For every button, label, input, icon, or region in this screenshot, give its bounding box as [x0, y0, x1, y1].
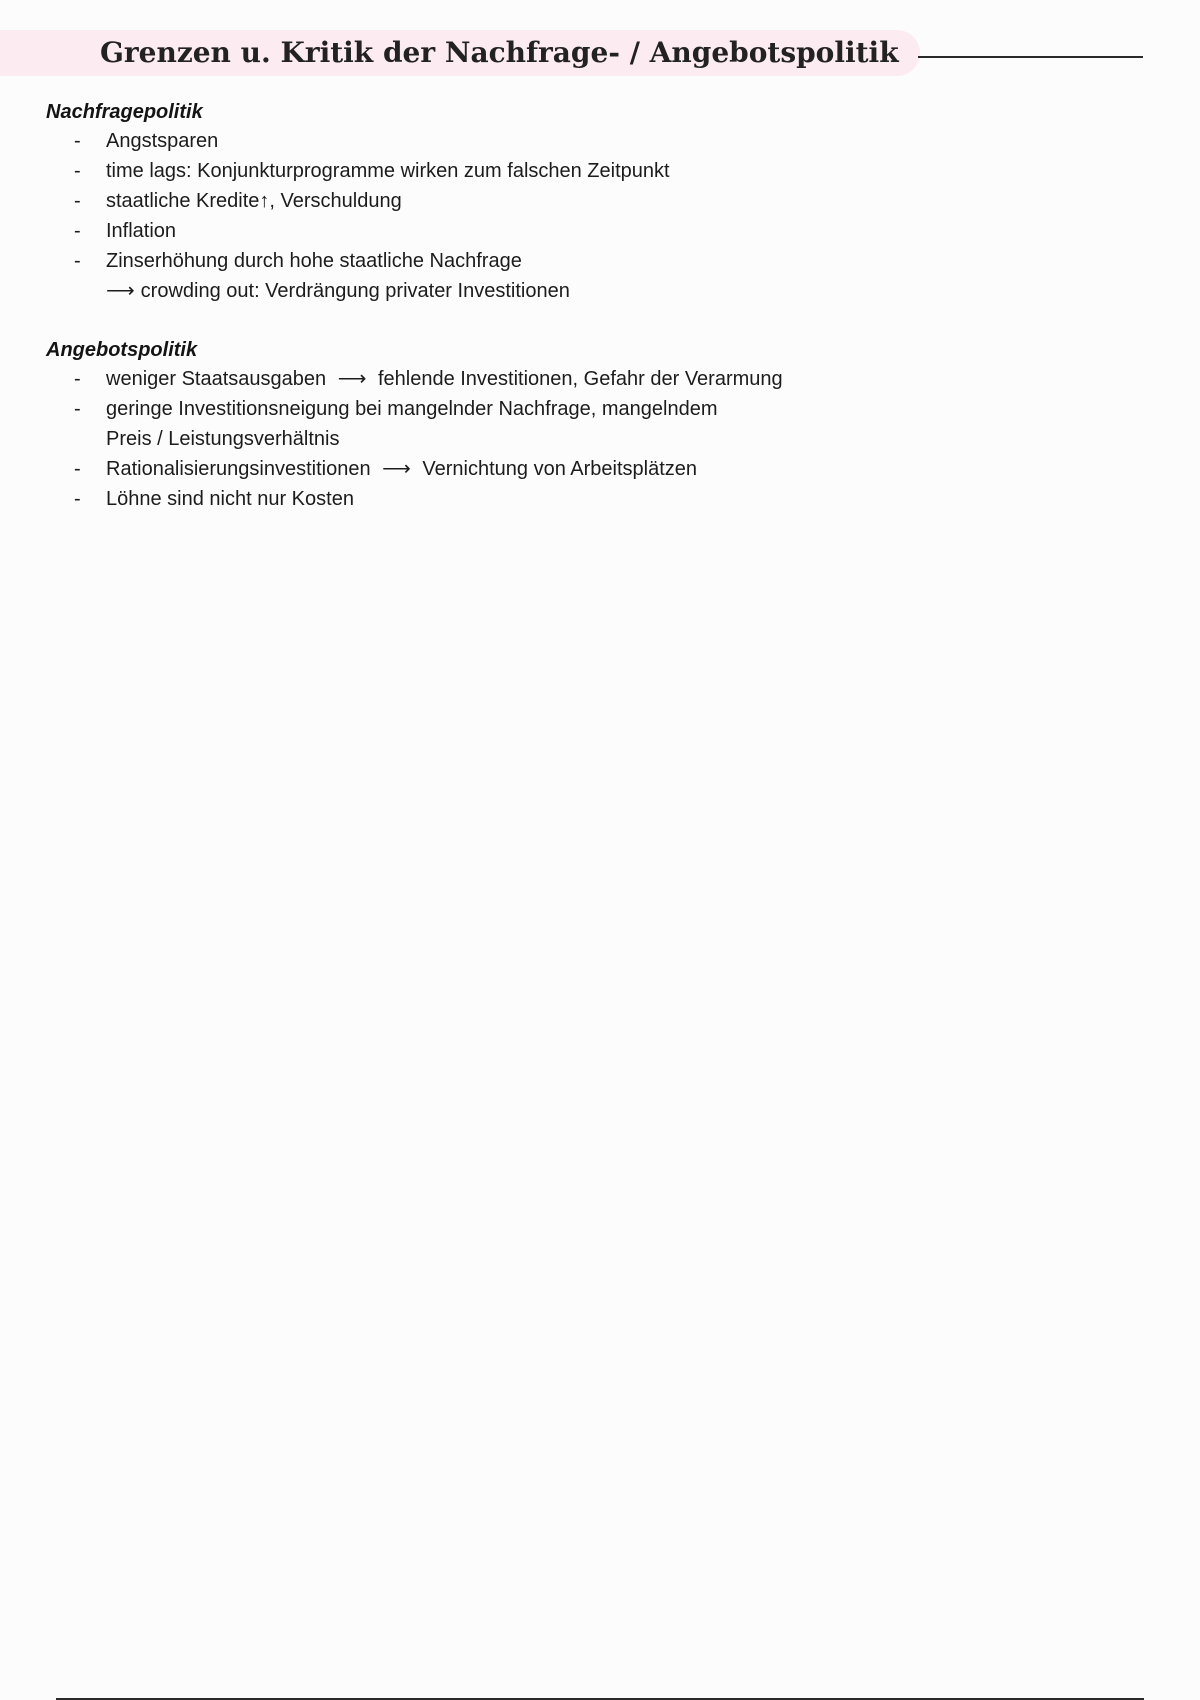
section-heading: Nachfragepolitik — [46, 101, 203, 123]
dash-bullet: - — [74, 250, 81, 272]
dash-bullet: - — [74, 190, 81, 212]
item-text-after: fehlende Investitionen, Gefahr der Verarmung — [377, 368, 783, 390]
item-text: Zinserhöhung durch hohe staatliche Nachfrage — [106, 250, 522, 272]
list-item — [46, 156, 1106, 186]
item-text: Angstsparen — [106, 130, 219, 152]
section-nachfragepolitik — [46, 98, 1106, 306]
list-item — [46, 454, 1106, 484]
item-text: staatliche Kredite↑, Verschuldung — [106, 190, 402, 212]
list-item — [46, 246, 1106, 306]
dash-bullet: - — [74, 220, 81, 242]
sub-item — [106, 276, 1106, 306]
list-item — [46, 216, 1106, 246]
section-heading: Angebotspolitik — [46, 339, 198, 361]
right-arrow-icon: ⟶ — [106, 280, 135, 302]
dash-bullet: - — [74, 130, 81, 152]
bullet-list — [46, 126, 1106, 306]
dash-bullet: - — [74, 488, 81, 510]
list-item — [46, 364, 1106, 394]
right-arrow-icon: ⟶ — [337, 368, 367, 390]
document-body — [46, 98, 1106, 544]
item-text: geringe Investitionsneigung bei mangelnder Nachfrage, mangelndem — [106, 398, 718, 420]
item-text-after: Vernichtung von Arbeitsplätzen — [422, 458, 698, 480]
page-title: Grenzen u. Kritik der Nachfrage- / Angebotspolitik — [100, 36, 899, 69]
bullet-list — [46, 364, 1106, 514]
sub-item-text: crowding out: Verdrängung privater Investitionen — [140, 280, 570, 302]
title-rule — [918, 56, 1143, 58]
section-angebotspolitik — [46, 336, 1106, 514]
list-item — [46, 484, 1106, 514]
right-arrow-icon: ⟶ — [382, 458, 411, 480]
list-item — [46, 394, 1106, 454]
list-item — [46, 126, 1106, 156]
item-text: Löhne sind nicht nur Kosten — [106, 488, 354, 510]
item-text: time lags: Konjunkturprogramme wirken zum falschen Zeitpunkt — [106, 160, 670, 182]
item-text-continuation: Preis / Leistungsverhältnis — [106, 428, 340, 450]
dash-bullet: - — [74, 398, 81, 420]
item-text: Inflation — [106, 220, 177, 242]
dash-bullet: - — [74, 160, 81, 182]
dash-bullet: - — [74, 458, 81, 480]
list-item — [46, 186, 1106, 216]
dash-bullet: - — [74, 368, 81, 390]
item-text-before: Rationalisierungsinvestitionen — [106, 458, 371, 480]
item-text-before: weniger Staatsausgaben — [106, 368, 327, 390]
